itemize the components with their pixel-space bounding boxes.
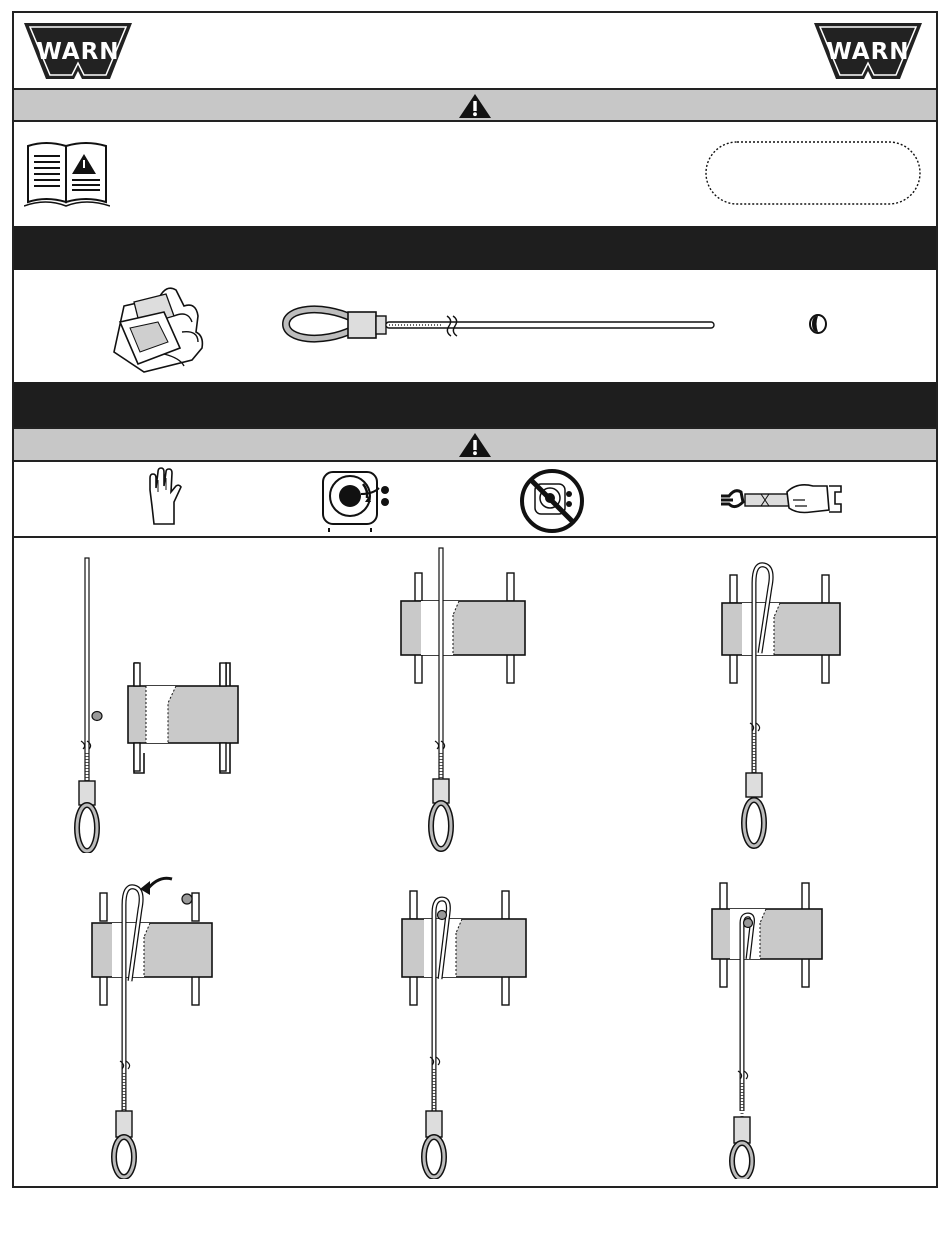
step-4-illustration (74, 861, 274, 1179)
winch-drum-icon (319, 468, 397, 534)
logo-text: WARN (36, 39, 120, 65)
dotted-note-box (704, 140, 922, 206)
warning-bar-safety (14, 427, 936, 462)
wear-gloves-icon (144, 466, 188, 530)
ferrule-button (808, 313, 828, 335)
warn-logo-right (812, 21, 924, 83)
section-bar-install (14, 382, 936, 428)
warn-logo-left (22, 21, 134, 83)
step-1-illustration (54, 553, 254, 853)
divider (14, 536, 936, 538)
use-hook-strap-icon (717, 480, 845, 520)
warning-bar-top (14, 88, 936, 122)
step-5-illustration (384, 861, 564, 1179)
no-hands-on-drum-icon (517, 468, 587, 534)
instruction-sheet (12, 11, 938, 1188)
wire-rope-assembly (282, 300, 722, 352)
warning-triangle-icon (458, 93, 492, 119)
manual-notice (14, 122, 936, 226)
safety-pictograms (14, 462, 936, 536)
read-manual-icon (24, 140, 110, 208)
step-3-illustration (694, 543, 874, 853)
section-bar-contents (14, 226, 936, 270)
contents-row (14, 270, 936, 382)
header (14, 13, 936, 90)
step-2-illustration (379, 543, 559, 853)
gloves-icon (104, 276, 214, 376)
step-6-illustration (694, 861, 874, 1179)
logo-text: WARN (826, 39, 910, 65)
warning-triangle-icon (458, 432, 492, 458)
